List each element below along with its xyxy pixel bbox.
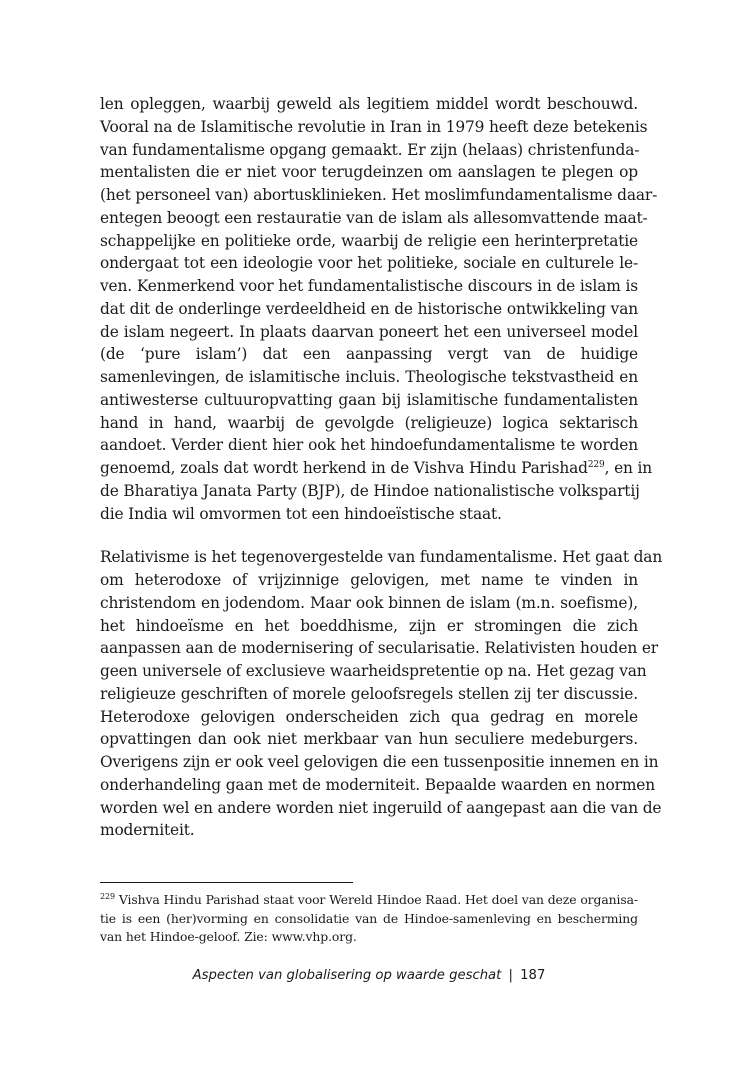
footnote-text: Vishva Hindu Parishad staat voor Wereld Hindoe Raad. Het doel van deze organisa- <box>114 892 638 907</box>
text-line: het hindoeïsme en het boeddhisme, zijn er stromingen die zich <box>100 616 638 635</box>
text-line: geen universele of exclusieve waarheidspretentie op na. Het gezag van <box>100 662 647 680</box>
text-line: christendom en jodendom. Maar ook binnen de islam (m.n. soefisme), <box>100 593 638 612</box>
text-line: ven. Kenmerkend voor het fundamentalistische discours in de islam is <box>100 277 638 295</box>
text-fragment: , en in <box>604 459 653 477</box>
text-line: Heterodoxe gelovigen onderscheiden zich qua gedrag en morele <box>100 707 638 726</box>
footnote-number: 229 <box>100 891 115 901</box>
text-fragment: genoemd, zoals dat wordt herkend in de Vishva Hindu Parishad <box>100 459 588 477</box>
text-line: de islam negeert. In plaats daarvan poneert het een universeel model <box>100 322 638 341</box>
text-line: Overigens zijn er ook veel gelovigen die een tussenpositie innemen en in <box>100 753 659 771</box>
text-line: om heterodoxe of vrijzinnige gelovigen, met name te vinden in <box>100 571 638 589</box>
body-text <box>100 93 663 842</box>
text-line: onderhandeling gaan met de moderniteit. Bepaalde waarden en normen <box>100 775 655 794</box>
footnote-line: tie is een (her)vorming en consolidatie van de Hindoe-samenleving en bescherming <box>100 910 638 926</box>
book-title: Aspecten van globalisering op waarde geschat <box>192 968 502 983</box>
text-line: ondergaat tot een ideologie voor het politieke, sociale en culturele le- <box>100 254 638 273</box>
text-line: entegen beoogt een restauratie van de islam als allesomvattende maat- <box>100 208 648 227</box>
paragraph-relativism-intro <box>100 93 658 525</box>
paragraph-relativism <box>100 546 663 842</box>
text-line: die India wil omvormen tot een hindoeïstische staat. <box>100 504 502 523</box>
text-line-with-footnote-ref <box>100 457 653 480</box>
footnote-line: van het Hindoe-geloof. Zie: www.vhp.org. <box>100 929 357 944</box>
page-number: 187 <box>520 968 546 983</box>
text-line: moderniteit. <box>100 821 195 840</box>
text-line: hand in hand, waarbij de gevolgde (religieuze) logica sektarisch <box>100 413 638 432</box>
text-line: Relativisme is het tegenovergestelde van fundamentalisme. Het gaat dan <box>100 548 663 567</box>
text-line: de Bharatiya Janata Party (BJP), de Hindoe nationalistische volkspartij <box>100 481 640 500</box>
text-line: religieuze geschriften of morele geloofsregels stellen zij ter discussie. <box>100 684 638 703</box>
text-line: schappelijke en politieke orde, waarbij de religie een herinterpretatie <box>100 231 638 250</box>
text-line: worden wel en andere worden niet ingeruild of aangepast aan die van de <box>100 798 662 817</box>
footnote-line <box>100 891 638 910</box>
text-line: dat dit de onderlinge verdeeldheid en de historische ontwikkeling van <box>100 299 638 318</box>
text-line: aanpassen aan de modernisering of secularisatie. Relativisten houden er <box>100 639 658 658</box>
footnote-reference[interactable]: 229 <box>587 459 605 470</box>
footnote-229 <box>100 891 638 947</box>
text-line: samenlevingen, de islamitische incluis. Theologische tekstvastheid en <box>100 368 638 386</box>
text-line: van fundamentalisme opgang gemaakt. Er zijn (helaas) christenfunda- <box>100 140 640 159</box>
text-line: antiwesterse cultuuropvatting gaan bij islamitische fundamentalisten <box>100 390 638 409</box>
text-line: Vooral na de Islamitische revolutie in Iran in 1979 heeft deze betekenis <box>100 117 648 136</box>
footnote-divider <box>100 882 353 883</box>
text-line: aandoet. Verder dient hier ook het hindoefundamentalisme te worden <box>100 436 638 455</box>
text-line: mentalisten die er niet voor terugdeinzen om aanslagen te plegen op <box>100 163 638 182</box>
paragraph-gap <box>100 525 638 546</box>
footer-separator: | <box>508 968 513 983</box>
page-footer <box>0 966 738 986</box>
text-line: (de ‘pure islam’) dat een aanpassing vergt van de huidige <box>100 345 638 364</box>
text-line: (het personeel van) abortusklinieken. Het moslimfundamentalisme daar- <box>100 186 658 204</box>
text-line: len opleggen, waarbij geweld als legitiem middel wordt beschouwd. <box>100 95 638 113</box>
text-line: opvattingen dan ook niet merkbaar van hun seculiere medeburgers. <box>100 730 638 749</box>
